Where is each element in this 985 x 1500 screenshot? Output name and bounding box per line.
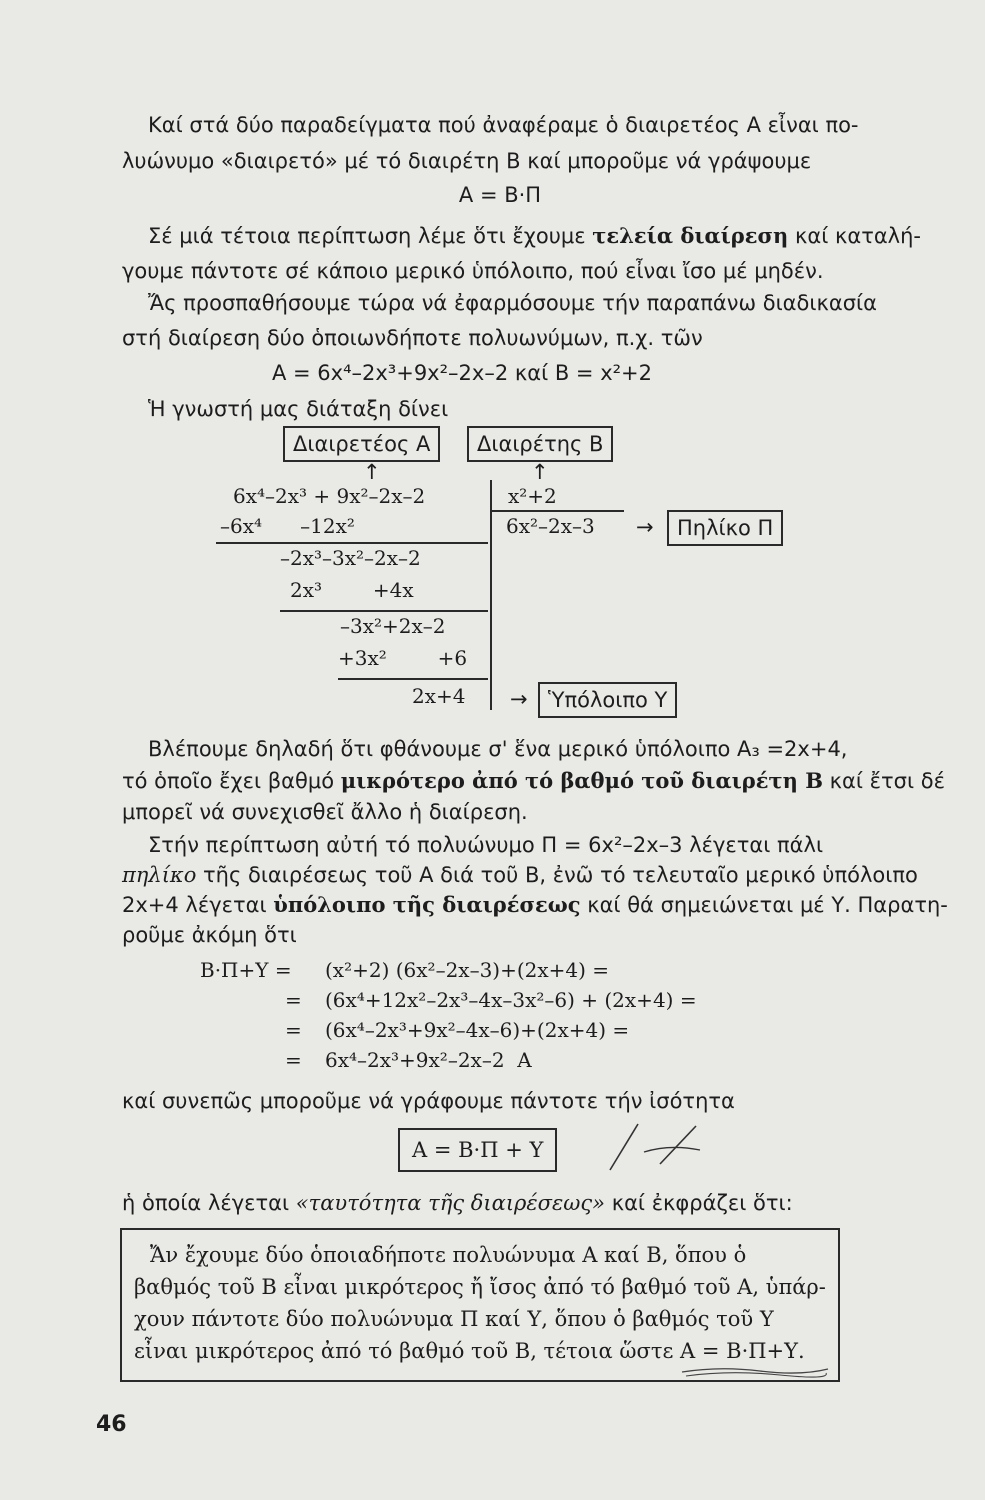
term-quotient: πηλίκο [122, 863, 197, 887]
text-segment: καί ἐκφράζει ὅτι: [605, 1191, 793, 1215]
step-2: –2x³–3x²–2x–2 [280, 546, 421, 570]
identity-row-1: (x²+2) (6x²–2x–3)+(2x+4) = [325, 958, 610, 982]
boxed-identity-formula: A = B·Π + Υ [398, 1128, 557, 1172]
paragraph-3-line-2: στή διαίρεση δύο ὁποιωνδήποτε πολυωνύμων, π.χ. τῶν [122, 326, 703, 350]
formula-a-equals-b-pi: A = B·Π [458, 183, 542, 207]
page-number: 46 [96, 1412, 127, 1437]
paragraph-4-line-2 [122, 766, 945, 796]
identity-row-2: (6x⁴+12x²–2x³–4x–3x²–6) + (2x+4) = [325, 988, 697, 1012]
theorem-line-2: βαθμός τοῦ Β εἶναι μικρότερος ἤ ἴσος ἀπό τό βαθμό τοῦ Α, ὑπάρ- [134, 1275, 826, 1299]
quotient: 6x²–2x–3 [506, 514, 595, 538]
paragraph-2-line-1 [148, 221, 921, 251]
identity-lhs: B·Π+Υ = [200, 958, 292, 982]
label-dividend: Διαιρετέος Α [283, 426, 440, 462]
divisor: x²+2 [508, 484, 557, 508]
text-segment: τῆς διαιρέσεως τοῦ Α διά τοῦ Β, ἐνῶ τό τελευταῖο μερικό ὑπόλοιπο [196, 863, 918, 887]
theorem-line-1: Ἄν ἔχουμε δύο ὁποιαδήποτε πολυώνυμα Α καί Β, ὅπου ὁ [150, 1243, 747, 1267]
paragraph-6-line-1: καί συνεπῶς μποροῦμε νά γράφουμε πάντοτε τήν ἰσότητα [122, 1089, 735, 1113]
division-vertical-rule [490, 480, 492, 710]
label-quotient: Πηλίκο Π [667, 510, 783, 546]
text-segment: καί καταλή- [788, 224, 921, 248]
step-3: 2x³ +4x [290, 578, 414, 602]
theorem-line-4: εἶναι μικρότερος ἀπό τό βαθμό τοῦ Β, τέτοια ὥστε A = B·Π+Υ. [134, 1339, 805, 1363]
term-lower-degree: μικρότερο ἀπό τό βαθμό τοῦ διαιρέτη Β [340, 768, 823, 793]
paragraph-3-line-1: Ἄς προσπαθήσουμε τώρα νά ἐφαρμόσουμε τήν παραπάνω διαδικασία [148, 291, 877, 315]
paragraph-5-line-3 [122, 890, 948, 920]
subtraction-line [280, 610, 488, 612]
arrow-right-icon: → [636, 515, 654, 539]
identity-row-3: (6x⁴–2x³+9x²–4x–6)+(2x+4) = [325, 1018, 630, 1042]
equals-sign: = [285, 1018, 302, 1042]
paragraph-7-line-1 [122, 1188, 793, 1218]
term-remainder: ὑπόλοιπο τῆς διαιρέσεως [273, 892, 581, 917]
paragraph-4-line-3: μπορεῖ νά συνεχισθεῖ ἄλλο ἡ διαίρεση. [122, 800, 528, 824]
text-segment: ἡ ὁποία λέγεται [122, 1191, 296, 1215]
arrow-up-icon: ↑ [531, 460, 549, 484]
label-remainder: Ὑπόλοιπο Υ [538, 682, 677, 718]
arrow-right-icon: → [510, 687, 528, 711]
term-perfect-division: τελεία διαίρεση [592, 223, 789, 248]
pencil-underline-icon [680, 1362, 830, 1380]
subtraction-line [338, 678, 488, 680]
pencil-mark-icon [600, 1118, 710, 1178]
paragraph-2-line-2: γουμε πάντοτε σέ κάποιο μερικό ὑπόλοιπο, πού εἶναι ἴσο μέ μηδέν. [122, 259, 824, 283]
paragraph-5-line-2 [122, 860, 918, 890]
text-segment: Σέ μιά τέτοια περίπτωση λέμε ὅτι ἔχουμε [148, 224, 593, 248]
theorem-line-3: χουν πάντοτε δύο πολυώνυμα Π καί Υ, ὅπου ὁ βαθμός τοῦ Υ [134, 1307, 774, 1331]
step-1: –6x⁴ –12x² [220, 514, 355, 538]
label-divisor: Διαιρέτης Β [467, 426, 613, 462]
term-division-identity: «ταυτότητα τῆς διαιρέσεως» [295, 1191, 606, 1215]
divisor-underline [492, 510, 624, 512]
paragraph-4-line-1: Βλέπουμε δηλαδή ὅτι φθάνουμε σ' ἕνα μερικό ὑπόλοιπο A₃ =2x+4, [148, 737, 848, 761]
paragraph-1-line-1: Καί στά δύο παραδείγματα πού ἀναφέραμε ὁ διαιρετέος Α εἶναι πο- [148, 113, 859, 137]
formula-polynomials-a-b: A = 6x⁴–2x³+9x²–2x–2 καί B = x²+2 [272, 361, 653, 385]
subtraction-line [216, 542, 488, 544]
arrow-up-icon: ↑ [363, 460, 381, 484]
dividend: 6x⁴–2x³ + 9x²–2x–2 [233, 484, 426, 508]
text-segment: τό ὁποῖο ἔχει βαθμό [122, 769, 341, 793]
text-segment: καί ἔτσι δέ [822, 769, 945, 793]
equals-sign: = [285, 988, 302, 1012]
text-segment: 2x+4 λέγεται [122, 893, 274, 917]
text-segment: καί θά σημειώνεται μέ Υ. Παρατη- [580, 893, 948, 917]
step-5: +3x² +6 [338, 646, 468, 670]
paragraph-5-line-4: ροῦμε ἀκόμη ὅτι [122, 923, 297, 947]
remainder: 2x+4 [412, 684, 466, 708]
intro-line: Ἡ γνωστή μας διάταξη δίνει [148, 397, 449, 421]
step-4: –3x²+2x–2 [340, 614, 446, 638]
equals-sign: = [285, 1048, 302, 1072]
identity-row-4: 6x⁴–2x³+9x²–2x–2 A [325, 1048, 532, 1072]
paragraph-5-line-1: Στήν περίπτωση αὐτή τό πολυώνυμο Π = 6x²–2x–3 λέγεται πάλι [148, 833, 824, 857]
paragraph-1-line-2: λυώνυμο «διαιρετό» μέ τό διαιρέτη Β καί μποροῦμε νά γράψουμε [122, 149, 812, 173]
